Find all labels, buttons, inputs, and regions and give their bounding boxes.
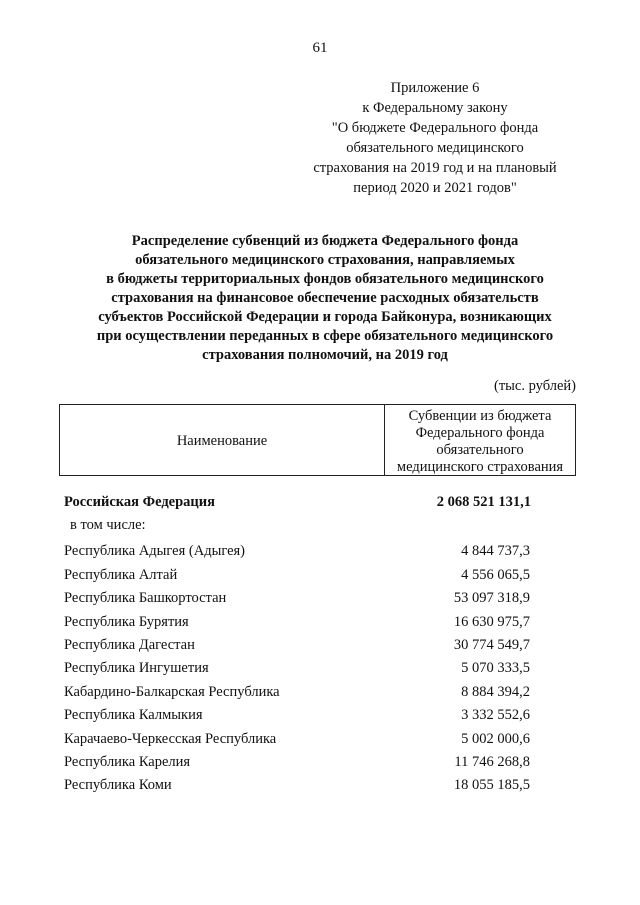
table-row: [0, 637, 640, 660]
table-row: [0, 777, 640, 800]
table-row: [0, 590, 640, 613]
title-line: Распределение субвенций из бюджета Федерального фонда: [131, 233, 519, 249]
appendix-line: к Федеральному закону: [362, 100, 508, 116]
appendix-line: Приложение 6: [390, 80, 480, 96]
table-header: [59, 404, 576, 476]
row-name: Республика Дагестан: [64, 636, 195, 653]
row-value: 5 070 333,5: [461, 660, 530, 677]
table-row: [0, 707, 640, 730]
appendix-note: [300, 78, 570, 198]
row-value: 3 332 552,6: [461, 707, 530, 724]
row-name: Российская Федерация: [64, 494, 215, 510]
table-row: [0, 731, 640, 754]
appendix-line: страхования на 2019 год и на плановый: [313, 160, 557, 176]
row-name: Республика Калмыкия: [64, 707, 203, 724]
row-name: Карачаево-Черкесская Республика: [64, 730, 277, 747]
row-value: 4 844 737,3: [461, 543, 530, 560]
table-row: [0, 543, 640, 566]
table-subheader: [0, 517, 640, 543]
row-name: Республика Бурятия: [64, 613, 189, 630]
appendix-line: обязательного медицинского: [346, 140, 524, 156]
subheader-label: в том числе:: [70, 517, 146, 534]
appendix-line: период 2020 и 2021 годов": [353, 180, 517, 196]
table-row: [0, 614, 640, 637]
row-value: 2 068 521 131,1: [436, 494, 531, 510]
table-row-total: [0, 494, 640, 517]
row-value: 5 002 000,6: [461, 730, 530, 747]
row-value: 4 556 065,5: [461, 566, 530, 583]
table-row: [0, 754, 640, 777]
header-value-line: Субвенции из бюджета: [408, 408, 552, 424]
document-title: [70, 232, 580, 365]
title-line: обязательного медицинского страхования, направляемых: [135, 252, 515, 268]
header-value-line: медицинского страхования: [396, 459, 564, 475]
header-name-column: Наименование: [60, 405, 385, 475]
row-value: 8 884 394,2: [461, 683, 530, 700]
header-value-line: Федерального фонда: [415, 425, 545, 441]
row-name: Республика Карелия: [64, 753, 191, 770]
header-value-line: обязательного: [436, 442, 524, 458]
title-line: при осуществлении переданных в сфере обязательного медицинского: [96, 328, 554, 344]
row-value: 53 097 318,9: [453, 590, 530, 607]
row-name: Республика Адыгея (Адыгея): [64, 543, 246, 560]
row-name: Республика Ингушетия: [64, 660, 209, 677]
title-line: в бюджеты территориальных фондов обязательного медицинского: [106, 271, 544, 287]
table-row: [0, 660, 640, 683]
table-body: [0, 494, 640, 801]
page-number: 61: [312, 40, 328, 56]
row-name: Республика Коми: [64, 777, 172, 794]
title-line: страхования полномочий, на 2019 год: [202, 347, 448, 363]
row-name: Республика Алтай: [64, 566, 178, 583]
appendix-line: "О бюджете Федерального фонда: [331, 120, 539, 136]
units-label: (тыс. рублей): [494, 378, 576, 394]
row-value: 11 746 268,8: [454, 753, 530, 770]
row-value: 18 055 185,5: [453, 777, 530, 794]
row-value: 16 630 975,7: [453, 613, 530, 630]
row-name: Республика Башкортостан: [64, 590, 227, 607]
header-value-column: [385, 405, 575, 475]
table-row: [0, 684, 640, 707]
row-name: Кабардино-Балкарская Республика: [64, 683, 280, 700]
title-line: субъектов Российской Федерации и города Байконура, возникающих: [98, 309, 552, 325]
row-value: 30 774 549,7: [453, 636, 530, 653]
table-row: [0, 567, 640, 590]
title-line: страхования на финансовое обеспечение расходных обязательств: [111, 290, 539, 306]
